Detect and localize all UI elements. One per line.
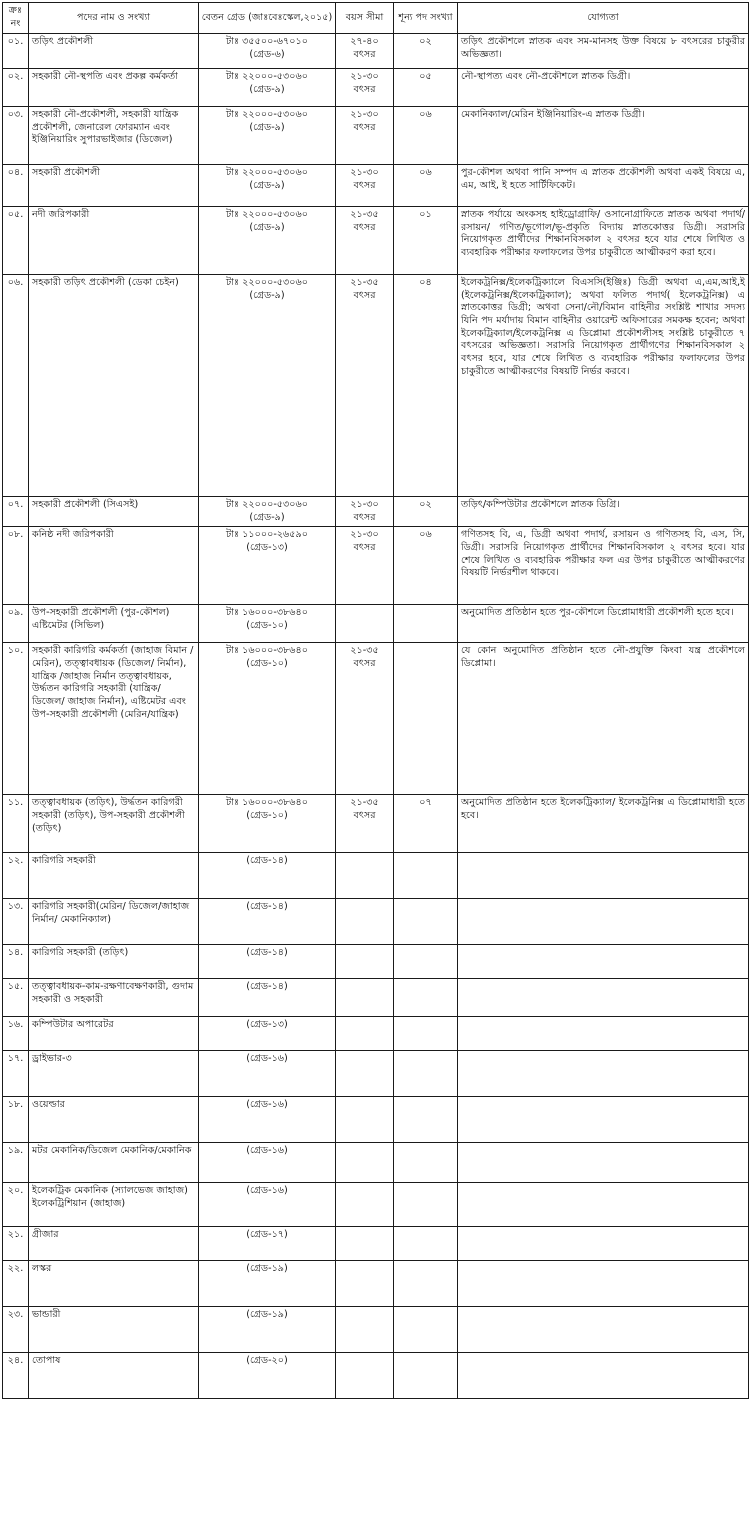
pay-grade: (গ্রেড-৯) xyxy=(249,83,285,95)
age-limit-cell xyxy=(336,165,394,207)
post-name-cell: সহকারী নৌ-প্রকৌশলী, সহকারী যান্ত্রিক প্রকৌশলী, জেনারেল ফোরম্যান এবং ইঞ্জিনিয়ারিং সুপারভাইজার (ডিজেল) xyxy=(29,107,199,165)
header-age-limit: বয়স সীমা xyxy=(336,3,394,34)
qualification-cell: অনুমোদিত প্রতিষ্ঠান হতে পুর-কৌশলে ডিপ্লোমাধারী প্রকৌশলী হতে হবে। xyxy=(458,605,749,643)
qualification-cell xyxy=(458,853,749,899)
pay-range: টাঃ ১৬০০০-৩৮৬৪০ xyxy=(226,607,308,619)
age-range: ২১-৩৫ xyxy=(350,645,379,657)
age-limit-cell xyxy=(336,899,394,945)
vacancy-cell: ০৫ xyxy=(394,69,458,107)
qualification-cell: তড়িৎ প্রকৌশলে স্নাতক এবং সম-মানসহ উক্ত বিষয়ে ৮ বৎসরের চাকুরীর অভিজ্ঞতা। xyxy=(458,34,749,69)
post-name-cell: লস্কর xyxy=(29,1261,199,1307)
serial-cell: ০৯. xyxy=(3,605,29,643)
qualification-cell xyxy=(458,1227,749,1261)
qualification-cell xyxy=(458,1051,749,1097)
qualification-cell xyxy=(458,1353,749,1399)
vacancy-cell xyxy=(394,1143,458,1183)
age-limit-cell xyxy=(336,853,394,899)
pay-scale-cell xyxy=(199,107,336,165)
table-header-row xyxy=(3,3,749,34)
pay-grade: (গ্রেড-১৬) xyxy=(246,1185,288,1197)
pay-grade: (গ্রেড-১৯) xyxy=(246,1309,288,1321)
serial-cell: ১১. xyxy=(3,795,29,853)
post-name-cell: ওয়েল্ডার xyxy=(29,1097,199,1143)
post-name-cell: কারিগরি সহকারী(মেরিন/ ডিজেল/জাহাজ নির্মান/ মেকানিক্যাল) xyxy=(29,899,199,945)
pay-grade: (গ্রেড-১৪) xyxy=(246,855,288,867)
vacancy-cell: ০৪ xyxy=(394,275,458,497)
vacancy-cell: ০৬ xyxy=(394,165,458,207)
age-limit-cell xyxy=(336,1097,394,1143)
table-row xyxy=(3,979,749,1017)
qualification-cell: মেকানিক্যাল/মেরিন ইঞ্জিনিয়ারিং-এ স্নাতক ডিগ্রী। xyxy=(458,107,749,165)
age-limit-cell xyxy=(336,1307,394,1353)
serial-cell: ০৪. xyxy=(3,165,29,207)
vacancy-cell xyxy=(394,1183,458,1227)
vacancy-cell xyxy=(394,605,458,643)
pay-grade: (গ্রেড-১৩) xyxy=(246,541,288,553)
qualification-cell xyxy=(458,1307,749,1353)
age-limit-cell xyxy=(336,1353,394,1399)
qualification-cell: নৌ-স্থাপত্য এবং নৌ-প্রকৌশলে স্নাতক ডিগ্রী। xyxy=(458,69,749,107)
age-limit-cell xyxy=(336,1227,394,1261)
serial-cell: ০৭. xyxy=(3,497,29,527)
pay-scale-cell xyxy=(199,853,336,899)
age-range: ২১-৩৫ xyxy=(350,277,379,288)
recruitment-table xyxy=(2,2,749,1399)
pay-scale-cell xyxy=(199,1143,336,1183)
age-range: ২১-৩০ xyxy=(350,529,379,541)
qualification-cell: গণিতসহ বি, এ, ডিগ্রী অথবা পদার্থ, রসায়ন ও গণিতসহ বি, এস, সি, ডিগ্রী। সরাসরি নিয়োগকৃত প্রার্থীদের শিক্ষানবিসকাল ২ বৎসর হবে। যার শেষে লিখিত ও ব্যবহারিক পরীক্ষার ফল এর উপর চাকুরীতে আত্মীকরণের বিষয়টি নির্ভরশীল থাকবে। xyxy=(458,527,749,605)
serial-cell: ০৬. xyxy=(3,275,29,497)
post-name-cell: নদী জরিপকারী xyxy=(29,207,199,275)
age-range: ২১-৩৫ xyxy=(350,797,379,809)
pay-grade: (গ্রেড-১৯) xyxy=(246,1263,288,1275)
serial-cell: ০২. xyxy=(3,69,29,107)
pay-range: টাঃ ২২০০০-৫৩০৬০ xyxy=(225,71,308,82)
post-name-cell: উপ-সহকারী প্রকৌশলী (পুর-কৌশল) এষ্টিমেটর (সিভিল) xyxy=(29,605,199,643)
serial-cell: ০৩. xyxy=(3,107,29,165)
post-name-cell: সহকারী নৌ-স্থপতি এবং প্রকল্প কর্মকর্তা xyxy=(29,69,199,107)
table-body xyxy=(3,34,749,1399)
post-name-cell: সহকারী তড়িৎ প্রকৌশলী (ডেকা চেইন) xyxy=(29,275,199,497)
qualification-cell: যে কোন অনুমোদিত প্রতিষ্ঠান হতে নৌ-প্রযুক্তি কিংবা যন্ত্র প্রকৌশলে ডিপ্লোমা। xyxy=(458,643,749,795)
vacancy-cell: ০৭ xyxy=(394,795,458,853)
age-unit: বৎসর xyxy=(353,657,376,669)
pay-grade: (গ্রেড-৯) xyxy=(249,289,285,301)
vacancy-cell: ০২ xyxy=(394,497,458,527)
pay-scale-cell xyxy=(199,605,336,643)
serial-cell: ২৪. xyxy=(3,1353,29,1399)
pay-range: টাঃ ৩৫৫০০-৬৭০১০ xyxy=(226,36,308,47)
table-row xyxy=(3,1353,749,1399)
pay-scale-cell xyxy=(199,207,336,275)
vacancy-cell xyxy=(394,1017,458,1051)
pay-grade: (গ্রেড-৯) xyxy=(249,179,285,191)
pay-range: টাঃ ১৬০০০-৩৮৬৪০ xyxy=(226,645,308,657)
vacancy-cell xyxy=(394,945,458,979)
age-limit-cell xyxy=(336,643,394,795)
pay-scale-cell xyxy=(199,275,336,497)
post-name-cell: কারিগরি সহকারী (তড়িৎ) xyxy=(29,945,199,979)
qualification-cell xyxy=(458,945,749,979)
post-name-cell: গ্রীজার xyxy=(29,1227,199,1261)
pay-grade: (গ্রেড-৯) xyxy=(249,221,285,233)
table-row xyxy=(3,853,749,899)
pay-grade: (গ্রেড-২০) xyxy=(246,1355,288,1367)
pay-scale-cell xyxy=(199,1017,336,1051)
serial-cell: ১৪. xyxy=(3,945,29,979)
qualification-cell xyxy=(458,1261,749,1307)
table-row xyxy=(3,1227,749,1261)
table-row xyxy=(3,34,749,69)
age-unit: বৎসর xyxy=(353,289,376,301)
table-row xyxy=(3,1307,749,1353)
pay-range: টাঃ ২২০০০-৫৩০৬০ xyxy=(225,277,308,288)
pay-scale-cell xyxy=(199,899,336,945)
serial-cell: ১০. xyxy=(3,643,29,795)
table-row xyxy=(3,69,749,107)
age-limit-cell xyxy=(336,1143,394,1183)
qualification-cell: ইলেকট্রনিক্স/ইলেকট্রিক্যালে বিএসসি(ইঞ্জিঃ) ডিগ্রী অথবা এ,এম,আই,ই (ইলেকট্রনিক্স/ইলেকট্রিক্যাল); অথবা ফলিত পদার্থ( ইলেকট্রনিক্স) এ স্নাতকোত্তর ডিগ্রী; অথবা সেনা/নৌ/বিমান বাহিনীর সংশ্লিষ্ট শাখার সদস্য যিনি পদ মর্যাদায় বিমান বাহিনীর ওয়ারেন্ট অফিসারের সমকক্ষ হবেন; অথবা ইলেকট্রিক্যাল/ইলেকট্রনিক্স এ ডিপ্লোমা প্রকৌশলীসহ সংশ্লিষ্ট চাকুরীতে ৭ বৎসরের অভিজ্ঞতা। সরাসরি নিয়োগকৃত প্রার্থীগণের শিক্ষানবিসকাল ২ বৎসর হবে, যার শেষে লিখিত ও ব্যবহারিক পরীক্ষার ফলাফলের উপর চাকুরীতে আত্মীকরণের বিষয়টি নির্ভর করবে। xyxy=(458,275,749,497)
pay-scale-cell xyxy=(199,1307,336,1353)
serial-cell: ০১. xyxy=(3,34,29,69)
pay-scale-cell xyxy=(199,527,336,605)
qualification-cell xyxy=(458,1097,749,1143)
age-limit-cell xyxy=(336,795,394,853)
pay-scale-cell xyxy=(199,1051,336,1097)
pay-grade: (গ্রেড-১০) xyxy=(246,657,288,669)
pay-grade: (গ্রেড-১৬) xyxy=(246,1099,288,1111)
age-limit-cell xyxy=(336,497,394,527)
pay-grade: (গ্রেড-১৬) xyxy=(246,1053,288,1065)
pay-grade: (গ্রেড-৯) xyxy=(249,121,285,133)
post-name-cell: কম্পিউটার অপারেটর xyxy=(29,1017,199,1051)
age-unit: বৎসর xyxy=(353,179,376,191)
serial-cell: ১৮. xyxy=(3,1097,29,1143)
vacancy-cell xyxy=(394,899,458,945)
pay-grade: (গ্রেড-১৪) xyxy=(246,947,288,959)
header-pay-scale: বেতন গ্রেড (জাঃবেঃস্কেল,২০১৫) xyxy=(199,3,336,34)
post-name-cell: তত্ত্বাবধায়ক (তড়িৎ), উর্দ্ধতন কারিগরী সহকারী (তড়িৎ), উপ-সহকারী প্রকৌশলী (তড়িৎ) xyxy=(29,795,199,853)
age-limit-cell xyxy=(336,34,394,69)
pay-scale-cell xyxy=(199,795,336,853)
post-name-cell: তড়িৎ প্রকৌশলী xyxy=(29,34,199,69)
age-limit-cell xyxy=(336,1017,394,1051)
post-name-cell: মটর মেকানিক/ডিজেল মেকানিক/মেকানিক xyxy=(29,1143,199,1183)
pay-scale-cell xyxy=(199,1261,336,1307)
serial-cell: ১৩. xyxy=(3,899,29,945)
table-row xyxy=(3,107,749,165)
table-row xyxy=(3,207,749,275)
pay-grade: (গ্রেড-১০) xyxy=(246,809,288,821)
pay-range: টাঃ ২২০০০-৫৩০৬০ xyxy=(225,167,308,178)
pay-range: টাঃ ২২০০০-৫৩০৬০ xyxy=(225,499,308,510)
post-name-cell: সহকারী প্রকৌশলী xyxy=(29,165,199,207)
serial-cell: ০৫. xyxy=(3,207,29,275)
serial-cell: ১২. xyxy=(3,853,29,899)
vacancy-cell xyxy=(394,1051,458,1097)
pay-grade: (গ্রেড-৯) xyxy=(249,511,285,523)
serial-cell: ০৮. xyxy=(3,527,29,605)
vacancy-cell xyxy=(394,979,458,1017)
pay-grade: (গ্রেড-১৩) xyxy=(246,1019,288,1031)
age-limit-cell xyxy=(336,1183,394,1227)
pay-range: টাঃ ২২০০০-৫৩০৬০ xyxy=(225,109,308,120)
age-limit-cell xyxy=(336,207,394,275)
qualification-cell: স্নাতক পর্যায়ে অংকসহ হাইড্রোগ্রাফি/ ওসানোগ্রাফিতে স্নাতক অথবা পদার্থ/রসায়ন/ গণিত/ভূগোল/ভূ-প্রকৃতি বিদ্যায় স্নাতকোত্তর ডিগ্রী। সরাসরি নিয়োগকৃত প্রার্থীদের শিক্ষানবিসকাল ২ বৎসর হবে যার শেষে লিখিত ও ব্যবহারিক পরীক্ষার ফলাফলের উপর চাকুরীতে আত্মীকরণ করা হবে। xyxy=(458,207,749,275)
pay-scale-cell xyxy=(199,69,336,107)
pay-range: টাঃ ২২০০০-৫৩০৬০ xyxy=(225,209,308,220)
qualification-cell xyxy=(458,1143,749,1183)
pay-grade: (গ্রেড-১৪) xyxy=(246,901,288,913)
table-row xyxy=(3,643,749,795)
qualification-cell xyxy=(458,979,749,1017)
table-row xyxy=(3,899,749,945)
vacancy-cell xyxy=(394,853,458,899)
post-name-cell: কারিগরি সহকারী xyxy=(29,853,199,899)
table-row xyxy=(3,1183,749,1227)
table-row xyxy=(3,945,749,979)
post-name-cell: কনিষ্ঠ নদী জরিপকারী xyxy=(29,527,199,605)
pay-range: টাঃ ১৬০০০-৩৮৬৪০ xyxy=(226,797,308,809)
age-limit-cell xyxy=(336,945,394,979)
age-limit-cell xyxy=(336,107,394,165)
pay-grade: (গ্রেড-১৭) xyxy=(246,1229,288,1241)
pay-grade: (গ্রেড-১৬) xyxy=(246,1145,288,1157)
pay-scale-cell xyxy=(199,497,336,527)
age-limit-cell xyxy=(336,275,394,497)
age-limit-cell xyxy=(336,605,394,643)
age-unit: বৎসর xyxy=(353,83,376,95)
post-name-cell: সহকারী প্রকৌশলী (সিএসই) xyxy=(29,497,199,527)
pay-scale-cell xyxy=(199,1227,336,1261)
age-limit-cell xyxy=(336,69,394,107)
table-row xyxy=(3,1051,749,1097)
vacancy-cell xyxy=(394,1307,458,1353)
qualification-cell: তড়িৎ/কম্পিউটার প্রকৌশলে স্নাতক ডিগ্রি। xyxy=(458,497,749,527)
vacancy-cell: ০১ xyxy=(394,207,458,275)
table-row xyxy=(3,795,749,853)
qualification-cell xyxy=(458,1183,749,1227)
vacancy-cell xyxy=(394,1261,458,1307)
age-range: ২১-৩০ xyxy=(350,167,379,178)
age-range: ২১-৩৫ xyxy=(350,209,379,220)
table-row xyxy=(3,165,749,207)
pay-range: টাঃ ১১০০০-২৬৫৯০ xyxy=(226,529,308,541)
pay-grade: (গ্রেড-১০) xyxy=(246,619,288,631)
vacancy-cell: ০২ xyxy=(394,34,458,69)
table-row xyxy=(3,605,749,643)
qualification-cell: পুর-কৌশল অথবা পানি সম্পদ এ স্নাতক প্রকৌশলী অথবা একই বিষয়ে এ, এম, আই, ই হতে সার্টিফিকেট। xyxy=(458,165,749,207)
qualification-cell: অনুমোদিত প্রতিষ্ঠান হতে ইলেকট্রিক্যাল/ ইলেকট্রনিক্স এ ডিপ্লোমাধারী হতে হবে। xyxy=(458,795,749,853)
post-name-cell: ভান্ডারী xyxy=(29,1307,199,1353)
serial-cell: ২৩. xyxy=(3,1307,29,1353)
vacancy-cell xyxy=(394,1227,458,1261)
vacancy-cell xyxy=(394,1097,458,1143)
age-limit-cell xyxy=(336,1051,394,1097)
age-unit: বৎসর xyxy=(353,809,376,821)
serial-cell: ১৬. xyxy=(3,1017,29,1051)
table-row xyxy=(3,1261,749,1307)
serial-cell: ১৯. xyxy=(3,1143,29,1183)
pay-scale-cell xyxy=(199,643,336,795)
serial-cell: ১৭. xyxy=(3,1051,29,1097)
recruitment-table-sheet xyxy=(2,2,748,1399)
age-unit: বৎসর xyxy=(353,48,376,60)
serial-cell: ২১. xyxy=(3,1227,29,1261)
pay-grade: (গ্রেড-১৪) xyxy=(246,981,288,993)
serial-cell: ২০. xyxy=(3,1183,29,1227)
table-row xyxy=(3,1017,749,1051)
age-unit: বৎসর xyxy=(353,541,376,553)
age-unit: বৎসর xyxy=(353,221,376,233)
table-row xyxy=(3,527,749,605)
vacancy-cell: ০৬ xyxy=(394,107,458,165)
table-row xyxy=(3,275,749,497)
post-name-cell: ইলেকট্রিক মেকানিক (স্যালভেজ জাহাজ) ইলেকট্রিশিয়ান (জাহাজ) xyxy=(29,1183,199,1227)
age-limit-cell xyxy=(336,979,394,1017)
age-range: ২১-৩০ xyxy=(350,71,379,82)
age-unit: বৎসর xyxy=(353,121,376,133)
table-row xyxy=(3,497,749,527)
table-row xyxy=(3,1143,749,1183)
pay-scale-cell xyxy=(199,1183,336,1227)
vacancy-cell: ০৬ xyxy=(394,527,458,605)
age-limit-cell xyxy=(336,1261,394,1307)
vacancy-cell xyxy=(394,643,458,795)
table-row xyxy=(3,1097,749,1143)
serial-cell: ২২. xyxy=(3,1261,29,1307)
pay-scale-cell xyxy=(199,165,336,207)
post-name-cell: তোপাষ xyxy=(29,1353,199,1399)
age-range: ২১-৩০ xyxy=(350,109,379,120)
header-serial: ক্রঃ নং xyxy=(3,3,29,34)
age-limit-cell xyxy=(336,527,394,605)
post-name-cell: ড্রাইভার-৩ xyxy=(29,1051,199,1097)
header-qualification: যোগ্যতা xyxy=(458,3,749,34)
header-post: পদের নাম ও সংখ্যা xyxy=(29,3,199,34)
qualification-cell xyxy=(458,899,749,945)
age-unit: বৎসর xyxy=(353,511,376,523)
serial-cell: ১৫. xyxy=(3,979,29,1017)
pay-grade: (গ্রেড-৬) xyxy=(249,48,285,60)
age-range: ২১-৩০ xyxy=(350,499,379,510)
header-vacancies: শূন্য পদ সংখ্যা xyxy=(394,3,458,34)
qualification-cell xyxy=(458,1017,749,1051)
pay-scale-cell xyxy=(199,1353,336,1399)
age-range: ২৭-৪০ xyxy=(350,36,379,47)
pay-scale-cell xyxy=(199,34,336,69)
pay-scale-cell xyxy=(199,945,336,979)
pay-scale-cell xyxy=(199,1097,336,1143)
pay-scale-cell xyxy=(199,979,336,1017)
vacancy-cell xyxy=(394,1353,458,1399)
post-name-cell: তত্ত্বাবধায়ক-কাম-রক্ষণাবেক্ষণকারী, গুদাম সহকারী ও সহকারী xyxy=(29,979,199,1017)
post-name-cell: সহকারী কারিগরি কর্মকর্তা (জাহাজ বিমান / মেরিন), তত্ত্বাবধায়ক (ডিজেল/ নির্মান), যান্ত্রিক /জাহাজ নির্মান তত্ত্বাবধায়ক, উর্দ্ধতন কারিগরি সহকারী (যান্ত্রিক/ ডিজেল/ জাহাজ নির্মান), এষ্টিমেটর এবং উপ-সহকারী প্রকৌশলী (মেরিন/যান্ত্রিক) xyxy=(29,643,199,795)
